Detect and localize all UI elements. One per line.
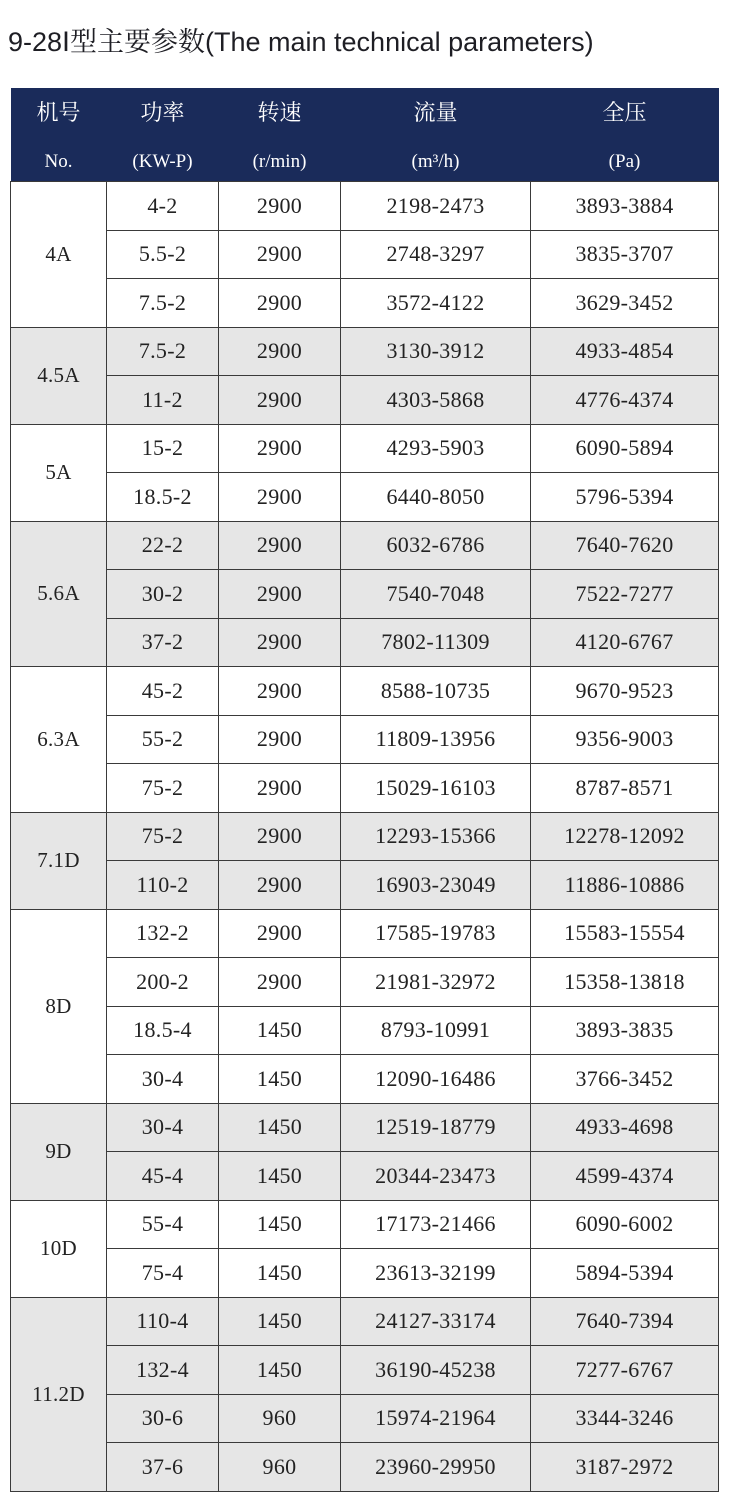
model-cell: 10D <box>11 1200 107 1297</box>
header-pressure-cn: 全压 <box>531 88 719 143</box>
model-cell: 6.3A <box>11 667 107 813</box>
speed-cell: 2900 <box>219 812 341 861</box>
flow-cell: 17173-21466 <box>341 1200 531 1249</box>
power-cell: 55-2 <box>107 715 219 764</box>
pressure-cell: 5796-5394 <box>531 473 719 522</box>
header-speed-en: (r/min) <box>219 143 341 182</box>
power-cell: 15-2 <box>107 424 219 473</box>
power-cell: 30-6 <box>107 1394 219 1443</box>
table-body <box>11 182 719 1492</box>
speed-cell: 2900 <box>219 667 341 716</box>
flow-cell: 11809-13956 <box>341 715 531 764</box>
table-row <box>11 958 719 1007</box>
pressure-cell: 9356-9003 <box>531 715 719 764</box>
table-row <box>11 230 719 279</box>
flow-cell: 16903-23049 <box>341 861 531 910</box>
model-cell: 11.2D <box>11 1297 107 1491</box>
pressure-cell: 7522-7277 <box>531 570 719 619</box>
speed-cell: 2900 <box>219 861 341 910</box>
speed-cell: 2900 <box>219 570 341 619</box>
header-no-cn: 机号 <box>11 88 107 143</box>
speed-cell: 1450 <box>219 1346 341 1395</box>
table-row <box>11 424 719 473</box>
speed-cell: 2900 <box>219 279 341 328</box>
speed-cell: 960 <box>219 1443 341 1492</box>
table-header <box>11 88 719 182</box>
table-row <box>11 1200 719 1249</box>
parameters-table <box>10 88 719 1492</box>
speed-cell: 2900 <box>219 376 341 425</box>
power-cell: 45-2 <box>107 667 219 716</box>
header-power-en: (KW-P) <box>107 143 219 182</box>
speed-cell: 2900 <box>219 230 341 279</box>
pressure-cell: 6090-6002 <box>531 1200 719 1249</box>
table-row <box>11 473 719 522</box>
speed-cell: 1450 <box>219 1055 341 1104</box>
pressure-cell: 5894-5394 <box>531 1249 719 1298</box>
speed-cell: 2900 <box>219 473 341 522</box>
power-cell: 7.5-2 <box>107 327 219 376</box>
flow-cell: 7540-7048 <box>341 570 531 619</box>
flow-cell: 21981-32972 <box>341 958 531 1007</box>
pressure-cell: 3893-3884 <box>531 182 719 231</box>
page-title: 9-28Ⅰ型主要参数(The main technical parameters) <box>8 27 594 57</box>
power-cell: 37-2 <box>107 618 219 667</box>
flow-cell: 3130-3912 <box>341 327 531 376</box>
model-cell: 7.1D <box>11 812 107 909</box>
header-flow-en: (m³/h) <box>341 143 531 182</box>
pressure-cell: 4599-4374 <box>531 1152 719 1201</box>
power-cell: 30-4 <box>107 1103 219 1152</box>
table-row <box>11 570 719 619</box>
flow-cell: 3572-4122 <box>341 279 531 328</box>
power-cell: 110-4 <box>107 1297 219 1346</box>
power-cell: 37-6 <box>107 1443 219 1492</box>
speed-cell: 2900 <box>219 764 341 813</box>
flow-cell: 6032-6786 <box>341 521 531 570</box>
flow-cell: 8793-10991 <box>341 1006 531 1055</box>
speed-cell: 2900 <box>219 909 341 958</box>
header-speed-cn: 转速 <box>219 88 341 143</box>
pressure-cell: 3893-3835 <box>531 1006 719 1055</box>
flow-cell: 4303-5868 <box>341 376 531 425</box>
power-cell: 11-2 <box>107 376 219 425</box>
flow-cell: 8588-10735 <box>341 667 531 716</box>
power-cell: 55-4 <box>107 1200 219 1249</box>
table-row <box>11 1249 719 1298</box>
speed-cell: 1450 <box>219 1249 341 1298</box>
table-row <box>11 182 719 231</box>
table-row <box>11 1346 719 1395</box>
pressure-cell: 8787-8571 <box>531 764 719 813</box>
pressure-cell: 7640-7394 <box>531 1297 719 1346</box>
power-cell: 5.5-2 <box>107 230 219 279</box>
table-row <box>11 279 719 328</box>
power-cell: 110-2 <box>107 861 219 910</box>
speed-cell: 2900 <box>219 715 341 764</box>
pressure-cell: 11886-10886 <box>531 861 719 910</box>
power-cell: 18.5-2 <box>107 473 219 522</box>
flow-cell: 12293-15366 <box>341 812 531 861</box>
power-cell: 18.5-4 <box>107 1006 219 1055</box>
flow-cell: 12519-18779 <box>341 1103 531 1152</box>
table-row <box>11 1055 719 1104</box>
table-row <box>11 376 719 425</box>
table-row <box>11 1297 719 1346</box>
header-no-en: No. <box>11 143 107 182</box>
flow-cell: 2748-3297 <box>341 230 531 279</box>
pressure-cell: 3835-3707 <box>531 230 719 279</box>
pressure-cell: 4776-4374 <box>531 376 719 425</box>
speed-cell: 2900 <box>219 618 341 667</box>
power-cell: 132-4 <box>107 1346 219 1395</box>
pressure-cell: 7640-7620 <box>531 521 719 570</box>
speed-cell: 960 <box>219 1394 341 1443</box>
table-row <box>11 764 719 813</box>
flow-cell: 6440-8050 <box>341 473 531 522</box>
power-cell: 4-2 <box>107 182 219 231</box>
model-cell: 8D <box>11 909 107 1103</box>
table-row <box>11 1103 719 1152</box>
header-power-cn: 功率 <box>107 88 219 143</box>
power-cell: 75-4 <box>107 1249 219 1298</box>
table-row <box>11 1443 719 1492</box>
speed-cell: 1450 <box>219 1103 341 1152</box>
speed-cell: 1450 <box>219 1152 341 1201</box>
power-cell: 200-2 <box>107 958 219 1007</box>
power-cell: 75-2 <box>107 812 219 861</box>
header-flow-cn: 流量 <box>341 88 531 143</box>
pressure-cell: 3629-3452 <box>531 279 719 328</box>
header-pressure-en: (Pa) <box>531 143 719 182</box>
model-cell: 4A <box>11 182 107 328</box>
pressure-cell: 12278-12092 <box>531 812 719 861</box>
table-row <box>11 715 719 764</box>
flow-cell: 7802-11309 <box>341 618 531 667</box>
speed-cell: 1450 <box>219 1200 341 1249</box>
flow-cell: 4293-5903 <box>341 424 531 473</box>
table-row <box>11 1006 719 1055</box>
power-cell: 7.5-2 <box>107 279 219 328</box>
flow-cell: 23960-29950 <box>341 1443 531 1492</box>
pressure-cell: 4933-4854 <box>531 327 719 376</box>
flow-cell: 24127-33174 <box>341 1297 531 1346</box>
pressure-cell: 3187-2972 <box>531 1443 719 1492</box>
speed-cell: 2900 <box>219 182 341 231</box>
speed-cell: 2900 <box>219 521 341 570</box>
power-cell: 30-4 <box>107 1055 219 1104</box>
flow-cell: 15974-21964 <box>341 1394 531 1443</box>
table-row <box>11 667 719 716</box>
pressure-cell: 15358-13818 <box>531 958 719 1007</box>
model-cell: 4.5A <box>11 327 107 424</box>
flow-cell: 20344-23473 <box>341 1152 531 1201</box>
speed-cell: 1450 <box>219 1297 341 1346</box>
speed-cell: 1450 <box>219 1006 341 1055</box>
power-cell: 30-2 <box>107 570 219 619</box>
flow-cell: 36190-45238 <box>341 1346 531 1395</box>
pressure-cell: 15583-15554 <box>531 909 719 958</box>
flow-cell: 17585-19783 <box>341 909 531 958</box>
table-row <box>11 812 719 861</box>
power-cell: 132-2 <box>107 909 219 958</box>
model-cell: 5A <box>11 424 107 521</box>
flow-cell: 2198-2473 <box>341 182 531 231</box>
pressure-cell: 3344-3246 <box>531 1394 719 1443</box>
table-row <box>11 861 719 910</box>
power-cell: 75-2 <box>107 764 219 813</box>
model-cell: 9D <box>11 1103 107 1200</box>
speed-cell: 2900 <box>219 424 341 473</box>
model-cell: 5.6A <box>11 521 107 667</box>
table-row <box>11 909 719 958</box>
table-row <box>11 327 719 376</box>
pressure-cell: 4933-4698 <box>531 1103 719 1152</box>
flow-cell: 15029-16103 <box>341 764 531 813</box>
pressure-cell: 6090-5894 <box>531 424 719 473</box>
flow-cell: 23613-32199 <box>341 1249 531 1298</box>
pressure-cell: 4120-6767 <box>531 618 719 667</box>
pressure-cell: 3766-3452 <box>531 1055 719 1104</box>
power-cell: 22-2 <box>107 521 219 570</box>
power-cell: 45-4 <box>107 1152 219 1201</box>
table-row <box>11 1394 719 1443</box>
pressure-cell: 7277-6767 <box>531 1346 719 1395</box>
table-row <box>11 521 719 570</box>
table-row <box>11 1152 719 1201</box>
speed-cell: 2900 <box>219 327 341 376</box>
flow-cell: 12090-16486 <box>341 1055 531 1104</box>
pressure-cell: 9670-9523 <box>531 667 719 716</box>
speed-cell: 2900 <box>219 958 341 1007</box>
table-row <box>11 618 719 667</box>
